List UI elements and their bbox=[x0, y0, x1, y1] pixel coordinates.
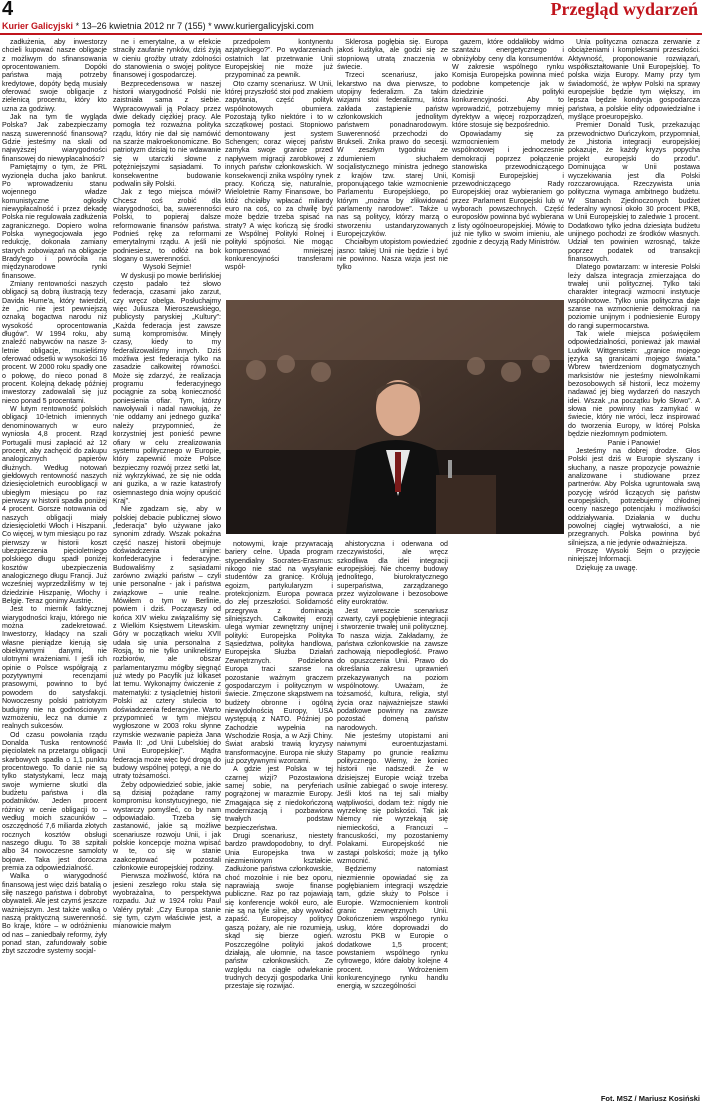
column-2 bbox=[113, 38, 221, 1102]
paragraph: Chciałbym utopistom powiedzieć jasno: takiej Unii nie będzie i być nie powinno. Nasza wizja jest nie tylko bbox=[337, 238, 448, 272]
paragraph: W dyskusji po mowie berlińskiej często padało też słowo federacja, czasami jako zarzut, czy wręcz obelga. Posłuchajmy więc Juliusza Mieroszewskiego, publicysty paryskiej „Kultury”: „Każda federacja jest zawsze sumą kompromisów. Minęły czasy, kiedy to my federalizowaliśmy innych. Dziś możliwa jest federacja tylko na zasadzie całkowitej równości. Może się zdarzyć, że realizacja programu federacyjnego pociągnie za sobą konieczność poniesienia ofiar. Tym, którzy nawoływali i nadal nawołują, że ‘nie oddamy ani jednego guzika’ należy przypomnieć, że korzystniej jest ponieść pewne ofiary w celu zrealizowania systemu politycznego w Europie, który zapewnić może Polsce bezpieczny rozwój przez setki lat, niż wykrzykiwać, że się nie odda ani guzika, a w razie katastrofy osiemnastego dnia wojny opuścić Kraj”. bbox=[113, 271, 221, 505]
paragraph: Trzeci scenariusz, jako lekarstwo na dwa pierwsze, to utopijny federalizm. Za takim wizjami stoi federalizmu, która zakłada zastąpienie państw członkowskich jednolitym państwem ponadnarodowym. Suwerenność przechodzi do Brukseli. Znika prawo do secesji. W zeszłym tygodniu ze zdumieniem słuchałem socjalistycznego ministra jednego z krajów tzw. starej Unii, proponującego takie wzmocnienie Parlamentu Europejskiego, po którym „można by zlikwidować parlamenty narodowe”. Także u nas są politycy, którzy marzą o stworzeniu ustandaryzowanych Europejczyków. bbox=[337, 71, 448, 238]
paragraph: Opowiadamy się za wzmocnieniem metody wspólnotowej i jednoczesnie demokracji poprzez połączenie stanowiska przewodniczącego Komisji Europejskiej i przewodniczącego Rady Europejskiej oraz wybieraniem go przez Parlament Europejski lub w wyborach powszechnych. Część europosłów powinna być wybierana z listy ogólnoeuropejskiej. Mówię to już nie tylko w swoim imieniu, ale zgodnie z decyzją Rady Ministrów. bbox=[452, 129, 564, 247]
paragraph: przedpolem kontynentu azjatyckiego?”. Po wydarzeniach ostatnich lat przetrwanie Unii Europejskiej nie może już przypominać za pewnik. bbox=[225, 38, 333, 80]
paragraph: Tak wiele miejsca poświęciłem odpowiedzialności, ponieważ jak mawiał Ludwik Wittgenstein: „granice mojego języka są granicami mojego świata.” Wbrew twierdzeniom dogmatycznych marksistów nie jesteśmy niewolnikami bezosobowych sił historii, lecz możemy nadawać jej bieg wydarzeń do naszych idei. Wszak „na początku było Słowo”. A słowa nie powinny nas zamykać w świecie, który nie wróci, lecz inspirować do tworzenia Europy, w której Polska będzie niezłomnym podmiotem. bbox=[568, 330, 700, 439]
column-5-top bbox=[452, 38, 564, 296]
paragraph: Od czasu powołania rządu Donalda Tuska rentowność pięciolatek na przetargu obligacji skarbowych spadła o 1,1 punktu procentowego. To danie nie są tylko statystykami, lecz mają swoje wymierne skutki dla budżetu państwa i dla podatników. Jeden procent różnicy w cenie obligacji to – według moich szacunków – oszczędność 7,6 miliarda złotych rocznych kosztów obsługi naszego długu. To 38 szpitali albo 34 nowoczesne samoloty bojowe. Taka jest doroczna premia za odpowiedzialność. bbox=[2, 730, 107, 873]
paragraph: Nie jesteśmy utopistami ani naiwnymi euroentuzjastami. Stapamy po gruncie realizmu politycznego. Wiemy, że koniec historii nie nadszedł. Że w dzisiejszej Europie wciąż trzeba usilnie zabiegać o swoje interesy. Jeśli ktoś na tej sali miałby wątpliwości, dodam też: nigdy nie wyrzeknę się polskości. Tak jak Niemcy nie wyrzekają się niemieckości, a Francuzi – francuskości, my pozostaniemy Polakami. Europejskość nie zastąpi polskości; może ją tylko wzmocnić. bbox=[337, 731, 448, 866]
paragraph: Bezprecedensowa w naszej historii wiarygodność Polski nie zaistniała sama z siebie. Wypracowywali ją Polacy przez dwie dekady ciężkiej pracy. Ale pomogła też rozważna polityka rządu, który nie dał się namówić na szarże makroekonomiczne. Bo patriotyzm dzisiaj to nie wdawanie się w utarczki słowne z potężniejszymi sąsiadami. To konsekwentne budowanie podwalin siły Polski. bbox=[113, 79, 221, 188]
paragraph: Jak z tego miejsca mówił? Chcesz coś zrobić dla wiarygodności, ba, suwerenności Polski, to popieraj dalsze reformowanie finansów państwa. Podnieś rękę za reformami emerytalnymi rządu. A jeśli nie podniesiesz, to odłóż na bok slogany o suwerenności. bbox=[113, 188, 221, 263]
column-1 bbox=[2, 38, 107, 1102]
paragraph: notowymi, kraje przywracają bariery celne. Upada program stypendialny Socrates-Erasmus: nikogo nie stać na wysyłanie studentów za granicę. Królują egoizm, partykularyzm i protekcjonizm. Europa powraca do złej przeszłości. Solidarność przegrywa z dominacją silniejszych. Całkowitej erozji ulega wymiar zewnętrzny unijnej polityki: Europejska Polityka Sąsiedztwa, polityka handlowa, Europejska Służba Działań Zewnętrznych. Podzielona Europa traci szanse na pozostanie ważnym graczem gospodarczym i politycznym w świecie. Zmęczone skąpstwem na budżety obronne i ogólną niewydolnością Europy, USA występują z NATO. Później po Zachodzie wypełnia na Wschodzie Rosja, a w Azji Chiny. Świat arabski trawią kryzysy transformacyjne. Europa nie służy już pozytywnymi wzorcami. bbox=[225, 540, 333, 765]
paragraph: W lutym rentowność polskich obligacji 10-letnich imiennych denominowanych w euro wyniosła 4,8 procent. Rząd Portugalii musi zapłacić aż 12 procent, aby zachęcić do zakupu analogicznych papierów dłużnych. Według notowań giełdowych rentowność naszych dziesięcioletnich euroobligacji w ubiegłym miesiącu po raz pierwszy w historii spadła poniżej 4 procent. Gorsze notowania od naszych obligacji miały dziesięcioletki Włoch i Hiszpanii. Co więcej, w tym miesiącu po raz pierwszy w historii koszt ubezpieczenia pięcioletniego polskiego długu spadł poniżej kosztów ubezpieczenia analogicznego długu Francji. Już wcześniej wyprzedziliśmy w tej dziedzinie Hiszpanię, Włochy i Belgię. Teraz gonimy Austrię. bbox=[2, 405, 107, 606]
paragraph: Zmiany rentowności naszych obligacji są dobrą ilustracją tezy Davida Hume'a, który twierdził, że „nic nie jest pewniejszą oznaką bogactwa narodu niż wysokość oprocentowania długów”. W 1994 roku, aby znaleźć nabywców na nasze 3-letnie obligacje, musieliśmy oferować odsetki w wysokości 16 procent. W 2000 roku spadły one o połowę, do nieco ponad 8 procent. Kolejną dekadę później inwestorzy zadowalali się już nieco ponad 5 procentami. bbox=[2, 279, 107, 405]
paragraph: Oto czarny scenariusz. W Unii, której przyszłość stoi pod znakiem zapytania, część polityk wspólnotowych obumiera. Pozostają tylko niektóre i to w szczątkowej postaci. Stopniowo demontowany jest system Schengen; coraz więcej państw zamyka swoje granice przed napływem migracji zarobkowej z innych państw członkowskich. W konsekwencji znika wspólny rynek pracy. Kończą się, naturalnie, Wieloletnie Ramy Finansowe, bo któż chciałby wpłacać miliardy euro na coś, co za chwilę być może będzie trzeba spisać na straty? A więc kończą się środki ze Wspólnej Polityki Rolnej i polityki spójności. Nie mogąc kompensować mniejszej konkurencyjności transferami wspól- bbox=[225, 79, 333, 272]
paragraph: Drugi scenariusz, niestety bardzo prawdopodobny, to dryf. Unia Europejska trwa w niezmienionym kształcie. Zadłużone państwa członkowskie, choć mozolnie i nie bez oporu, naprawiają swoje finanse publiczne. Raz po raz pojawiają się konferencje wokół euro, ale nie są na tyle silne, aby wywołać zapaść. Europejscy politycy gaszą pożary, ale nie rozumieją, skąd się bierze ogień. Poszczególne polityki jakoś działają, ale ułomnie, na tasce państw członkowskich. Ze względu na ciągłe odwlekanie trudnych decyzji gospodarka Unii przestaje się rozwijać. bbox=[225, 832, 333, 991]
speaker-photo-illustration bbox=[226, 300, 564, 534]
paragraph: Walka o wiarygodność finansową jest więc dziś batalią o siłę naszego państwa i dobrobyt obywateli. Ale jest czymś jeszcze ważniejszym. Jest także walką o naszą praktyczną suwerenność. Bo kraje, które – w odróżnieniu od nas – zaniedbały reformy, żyły ponad stan, zafundowały sobie zbyt szczodre systemy socjal- bbox=[2, 872, 107, 956]
column-4-bottom bbox=[337, 540, 448, 1102]
paragraph: Dziękuję za uwagę. bbox=[576, 563, 638, 572]
page-header bbox=[0, 0, 702, 34]
issue-info: * 13–26 kwietnia 2012 nr 7 (155) * bbox=[75, 21, 212, 31]
paragraph: Jesteśmy na dobrej drodze. Głos Polski jest dziś w Europie słyszany i słuchany, a nasze propozycje poważnie analizowane i studiowane przez partnerów. Aby Polska ugruntowała swą pozycję wśród liczących się państw europejskich, potrzebujemy chłodnej oceny naszego potencjału i możliwości oddziaływania. Działania w duchu powolnej ciągłej wytrwałości, a nie przegranych. Polska powinna być silniejsza, a nie jedynie odważniejsza. bbox=[568, 446, 700, 547]
paragraph: ne i emerytalne, a w efekcie straciły zaufanie rynków, dziś żyją w cieniu groźby utraty zdolności do stanowienia o swojej polityce finansowej i gospodarczej. bbox=[113, 38, 221, 80]
speaker-photo bbox=[226, 300, 564, 534]
paragraph: Unia polityczna oznacza zerwanie z obciążeniami i kompleksami przeszłości. Aktywność, proponowanie rozwiązań, współkształtowanie Unii Europejskiej. To polska wizja Europy. Mamy przy tym świadomość, że wpływ Polski na sprawy europejskie będzie tym większy, im lepsza będzie kondycja gospodarcza państwa, a polskie elity odpowiedzialne i myślące proeuropejsko. bbox=[568, 38, 700, 122]
masthead-line bbox=[2, 20, 314, 32]
paragraph: Dlatego powtarzam: w interesie Polski leży dalsza integracja zmierzająca do trwałej unii politycznej. Tylko taki charakter integracji wzmocni instytucje wspólnotowe. Tylko unia polityczna daje szanse na wzmocnienie demokracji na poziomie unijnym i podniesienie Europy do rangi supermocarstwa. bbox=[568, 263, 700, 330]
site-url[interactable]: www.kuriergalicyjski.com bbox=[214, 21, 314, 31]
paragraph: Pierwsza możliwość, która na jesieni zeszłego roku stała się wyobrażalna, to perspektywa rozpadu. Już w 1924 roku Paul Valéry pytał: „Czy Europa stanie się tym, czym właściwie jest, a mianowicie małym bbox=[113, 872, 221, 931]
paragraph: Żeby odpowiedzieć sobie, jakie są dzisiaj pożądane ramy kompromisu konstytucyjnego, nie wystarczy pomyśleć, co by nam odpowiadało. Trzeba się zastanowić, jakie są możliwe scenariusze rozwoju Unii, i jak polskie koncepcje można wpisać w te, co się w stanie zaakceptować pozostali członkowie europejskiej rodziny. bbox=[113, 780, 221, 873]
section-title: Przegląd wydarzeń bbox=[550, 0, 698, 19]
header-rule bbox=[0, 33, 702, 35]
paragraph: Sklerosa pogłębia się. Europa jakoś kuśtyka, ale godzi się ze stopniową utratą znaczenia w świecie. bbox=[337, 38, 448, 72]
photo-credit: Fot. MSZ / Mariusz Kosiński bbox=[600, 1094, 700, 1103]
paragraph: ahistoryczna i oderwana od rzeczywistości, ale wręcz szkodliwa dla idei integracji europejskiej. Nie chcemy budowy jednolitego, biurokratycznego superpaństwa, zarządzanego przez wyizolowane i bezosobowe elity eurokratów. bbox=[337, 540, 448, 607]
paragraph: Będziemy natomiast niezmiennie opowiadać się za pogłębianiem integracji wszędzie tam, gdzie służy to Polsce i Europie. Wzmocnieniem kontroli granic zewnętrznych Unii. Dokończeniem wspólnego rynku usług, które doprowadzi do wzrostu PKB w Europie o dodatkowe 1,5 procent; powstaniem wspólnego rynku cyfrowego, które dałoby kolejne 4 procent. Wdrożeniem konkurencyjnego rynku handlu energią, w szczególności bbox=[337, 865, 448, 991]
paragraph: Jest to miernik faktycznej wiarygodności kraju, którego nie można zadekretować. Inwestorzy, kładący na szali własne pieniądze kierują się obiektywnymi danymi, nie ulotnymi wrażeniami. I jeśli ich opinie o Polsce współgrają z pozytywnymi recenzjami prasowymi, powinno to być powodem do satysfakcji. Nowoczesny polski patriotyzm budujmy nie na godnościowym wzmożeniu, lecz na dumie z realnych sukcesów. bbox=[2, 605, 107, 731]
paragraph: zadłużenia, aby inwestorzy chcieli kupować nasze obligacje z możliwym do sfinansowania oprocentowaniem. Dopóki państwa mają potrzeby kredytowe, dopóty będą musiały oferować swoje obligacje z zielenicą procentu, który kto uzna za godziwy. bbox=[2, 38, 107, 113]
paragraph: Jest wreszcie scenariusz czwarty, czyli pogłębienie integracji i stworzenie trwałej unii politycznej. To nasza wizja. Zakładamy, że państwa członkowskie na zawsze zachowają niepodległość. Prawo do opuszczenia Unii. Prawo do określania zakresu uprawnień przekazywanych na poziom wspólnotowy. Uważam, że tożsamość, kultura, religia, styl życia oraz najważniejsze stawki podatkowe powinny na zawsze pozostać domeną państw narodowych. bbox=[337, 606, 448, 732]
page-number: 4 bbox=[2, 0, 14, 20]
paragraph: Premier Donald Tusk, przekazując przewodnictwo Duńczykom, przypomniał, że „historia integracji europejskiej pokazuje, że każdy kryzys popycha projekt europejski do przodu”. Dominująca w Unii postawa wyczekiwania jest dla Polski rozczarowująca. Rzeczywista unia polityczna wymaga ambitnego budżetu. W Stanach Zjednoczonych budżet federalny wynosi około 30 procent PKB, w Unii Europejskiej to zaledwie 1 procent. Dodatkowo tylko jedna dziesiąta budżetu unijnego pochodzi ze środków własnych. Udział ten powinien wzrosnąć, także poprzez podatek od transakcji finansowych. bbox=[568, 121, 700, 263]
paragraph: Jak na tym tle wygląda Polska? Jak zabezpieczamy naszą suwerenność finansową? Gdzie jesteśmy na skali od najwyższej wiarygodności finansowej do niewypłacalności? bbox=[2, 113, 107, 163]
paragraph: Nie zgadzam się, aby w polskiej debacie publicznej słowo „federacja” było używane jako synonim zdrady. Wszak pokaźna część naszej historii obejmuje doświadczenia unijne: konfederacyjne i federacyjne. Budowaliśmy z sąsiadami zarówno związki państw – czyli unie personalne - jak i państwa związkowe – unie realne. Mówiłem o tym w Berlinie, powiem i dziś. Począwszy od końca XIV wieku związaliśmy się z Wielkim Księstwem Litewskim. Góry w początkach wieku XVII udała się unia personalna z Rosją, to nie tylko unikneliśmy rozbiorów, ale obszar parlamentaryzmu mógłby sięgnąć już wtedy po Pacyfik już kilkaset lat temu. Wykonajmy ćwiczenie z matematyki: z tysiącletniej historii Polski aż cztery stulecia to doświadczenia federacyjne. Warto przypomnieć w tym miejscu wygłoszone w 2003 roku słynne rzymskie wezwanie papieża Jana Pawła II: „od Unii Lubelskiej do Unii Europejskiej”. Mądra federacja może więc być drogą do budowy wspólnej potęgi, a nie do utraty tożsamości. bbox=[113, 505, 221, 781]
paragraph: Pamiętajmy o tym, że PRL wyzionęła ducha jako bankrut. Po wprowadzeniu stanu wojennego władze komunistyczne ogłosiły niewypłacalność i przez dekadę Polska nie regulowała zadłużenia zagranicznego. Dopiero wolna Polska wynegocjowała jego redukcję, dokonała zamiany starych zobowiązań na obligacje Brady'ego i powróciła na międzynarodowe rynki finansowe. bbox=[2, 163, 107, 280]
paragraph: Proszę Wysoki Sejm o przyjęcie niniejszej Informacji. bbox=[568, 546, 700, 564]
paragraph: A gdzie jest Polska w tej czarnej wizji? Pozostawiona samej sobie, na peryferiach pogrążonej w marazmie Europy. Zmagająca się z niedokończoną modernizacją i pozbawiona trwałych podstaw bezpieczeństwa. bbox=[225, 765, 333, 832]
brand-name: Kurier Galicyjski bbox=[2, 21, 74, 31]
paragraph: gazem, które oddaliłoby widmo szantażu energetycznego i obniżyłoby ceny dla konsumentów. W zakresie wspólnego rynku Komisja Europejska powinna mieć podobne kompetencje jak w dziedzinie polityki konkurencyjności. Aby to wprowadzić, potrzebujemy mniej dyrektyw a więcej rozporządzeń, które stosuje się bezpośrednio. bbox=[452, 38, 564, 130]
column-3-bottom bbox=[225, 540, 333, 1102]
column-6 bbox=[568, 38, 700, 1105]
paragraph: Panie i Panowie! bbox=[607, 438, 661, 447]
paragraph: Wysoki Sejmie! bbox=[142, 263, 192, 272]
column-4-top bbox=[337, 38, 448, 296]
